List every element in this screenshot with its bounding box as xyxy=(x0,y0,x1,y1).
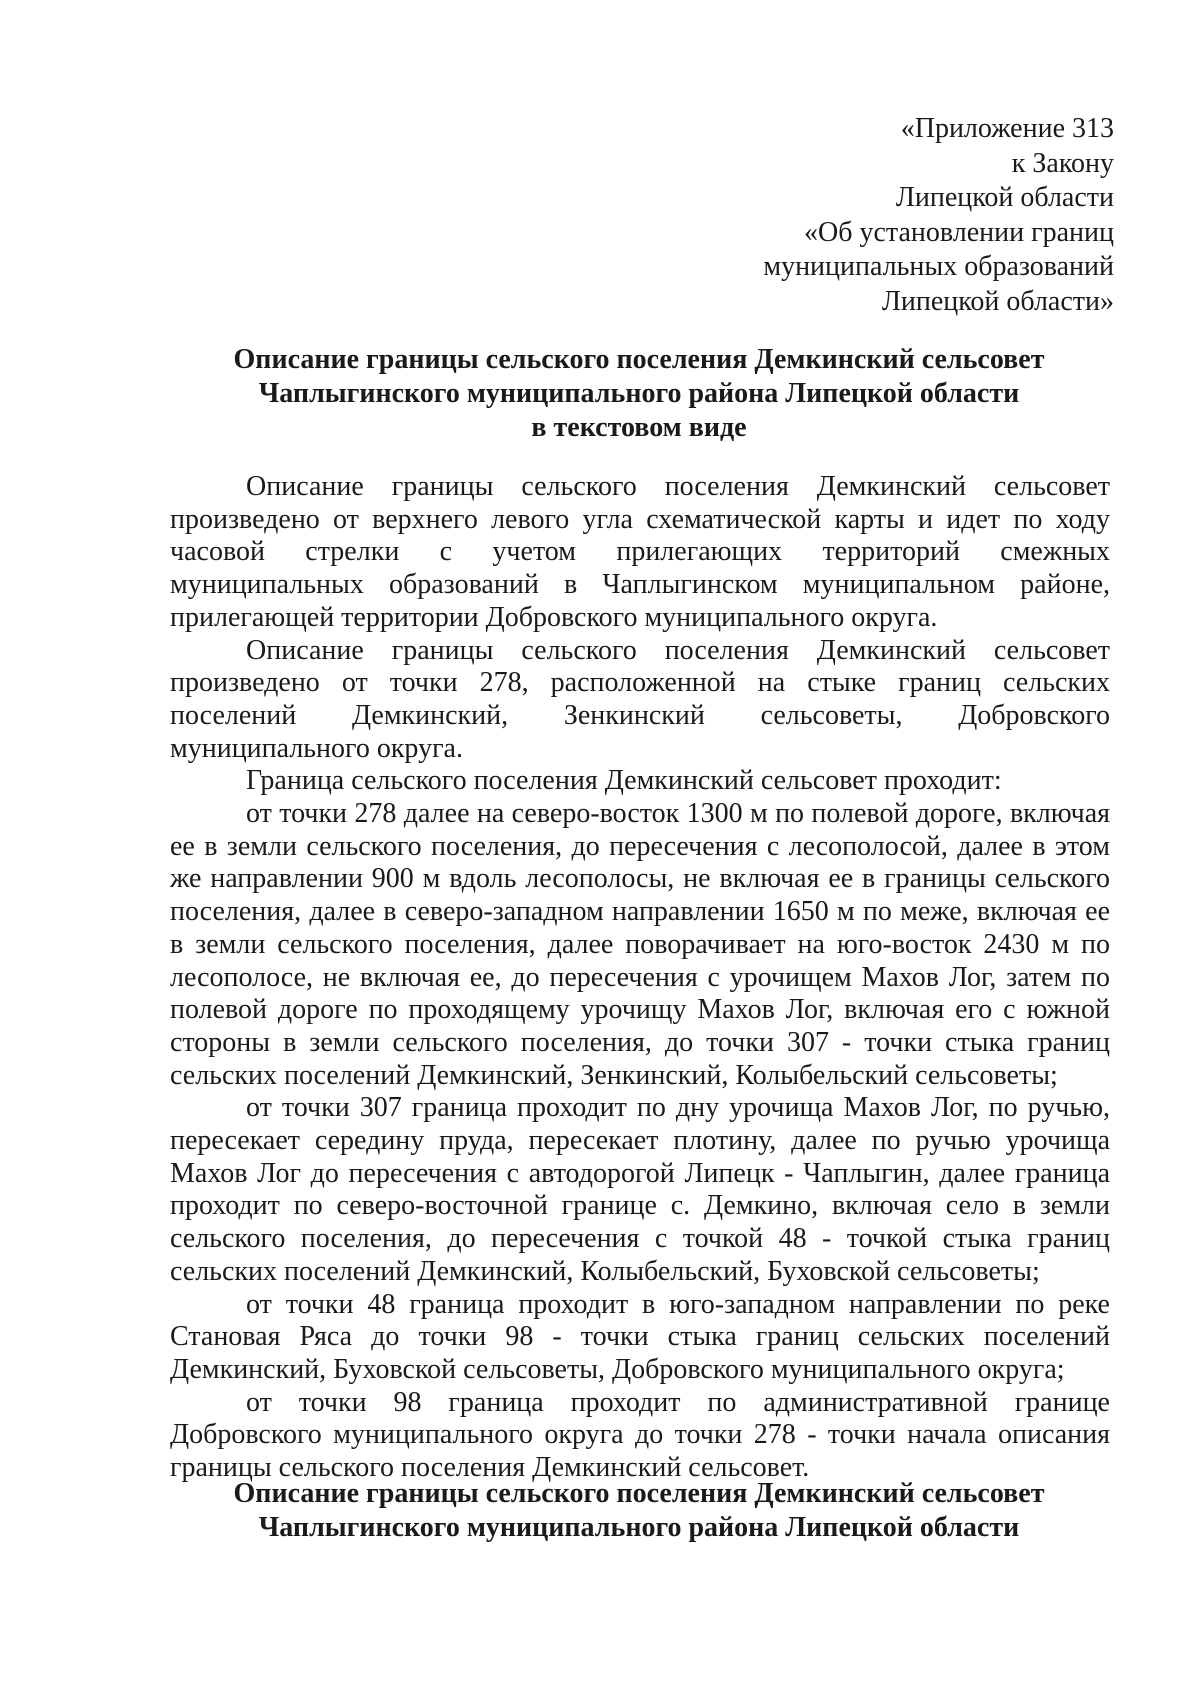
description-body xyxy=(170,471,1110,1485)
paragraph: от точки 98 граница проходит по административной границе Добровского муниципального округа до точки 278 - точки начала описания границы сельского поселения Демкинский сельсовет. xyxy=(170,1386,1110,1484)
appendix-line: Липецкой области xyxy=(895,182,1114,213)
document-title xyxy=(168,343,1110,445)
appendix-line: Липецкой области» xyxy=(881,285,1114,317)
title-line: Чаплыгинского муниципального района Липецкой области xyxy=(258,378,1020,409)
appendix-line: к Закону xyxy=(1011,147,1114,179)
paragraph: Граница сельского поселения Демкинский сельсовет проходит: xyxy=(246,765,1002,797)
section-title xyxy=(168,1477,1110,1545)
title-line: в текстовом виде xyxy=(531,412,747,443)
appendix-header xyxy=(514,112,1114,319)
paragraph: от точки 307 граница проходит по дну урочища Махов Лог, по ручью, пересекает середину пруда, пересекает плотину, далее по ручью урочища Махов Лог до пересечения с автодорогой Липецк - Чаплыгин, далее граница проходит по северо-восточной границе с. Демкино, включая село в земли сельского поселения, до пересечения с точкой 48 - точкой стыка границ сельских поселений Демкинский, Колыбельский, Буховской сельсоветы; xyxy=(170,1092,1110,1287)
title-line: Описание границы сельского поселения Демкинский сельсовет xyxy=(233,1478,1045,1509)
paragraph: Описание границы сельского поселения Демкинский сельсовет произведено от верхнего левого угла схематической карты и идет по ходу часовой стрелки с учетом прилегающих территорий смежных муниципальных образований в Чаплыгинском муниципальном районе, прилегающей территории Добровского муниципального округа. xyxy=(170,471,1110,633)
title-line: Описание границы сельского поселения Демкинский сельсовет xyxy=(233,344,1045,375)
paragraph: Описание границы сельского поселения Демкинский сельсовет произведено от точки 278, расположенной на стыке границ сельских поселений Демкинский, Зенкинский сельсоветы, Добровского муниципального округа. xyxy=(170,634,1110,764)
title-line: Чаплыгинского муниципального района Липецкой области xyxy=(258,1512,1020,1543)
appendix-line: муниципальных образований xyxy=(763,251,1114,282)
paragraph: от точки 48 граница проходит в юго-западном направлении по реке Становая Ряса до точки 98 - точки стыка границ сельских поселений Демкинский, Буховской сельсоветы, Добровского муниципального округа; xyxy=(170,1288,1110,1385)
paragraph: от точки 278 далее на северо-восток 1300 м по полевой дороге, включая ее в земли сельского поселения, до пересечения с лесополосой, далее в этом же направлении 900 м вдоль лесополосы, не включая ее в границы сельского поселения, далее в северо-западном направлении 1650 м по меже, включая ее в земли сельского поселения, далее поворачивает на юго-восток 2430 м по лесополосе, не включая ее, до пересечения с урочищем Махов Лог, затем по полевой дороге по проходящему урочищу Махов Лог, включая его с южной стороны в земли сельского поселения, до точки 307 - точки стыка границ сельских поселений Демкинский, Зенкинский, Колыбельский сельсоветы; xyxy=(170,798,1110,1091)
appendix-line: «Приложение 313 xyxy=(900,113,1114,144)
appendix-line: «Об установлении границ xyxy=(804,216,1114,248)
